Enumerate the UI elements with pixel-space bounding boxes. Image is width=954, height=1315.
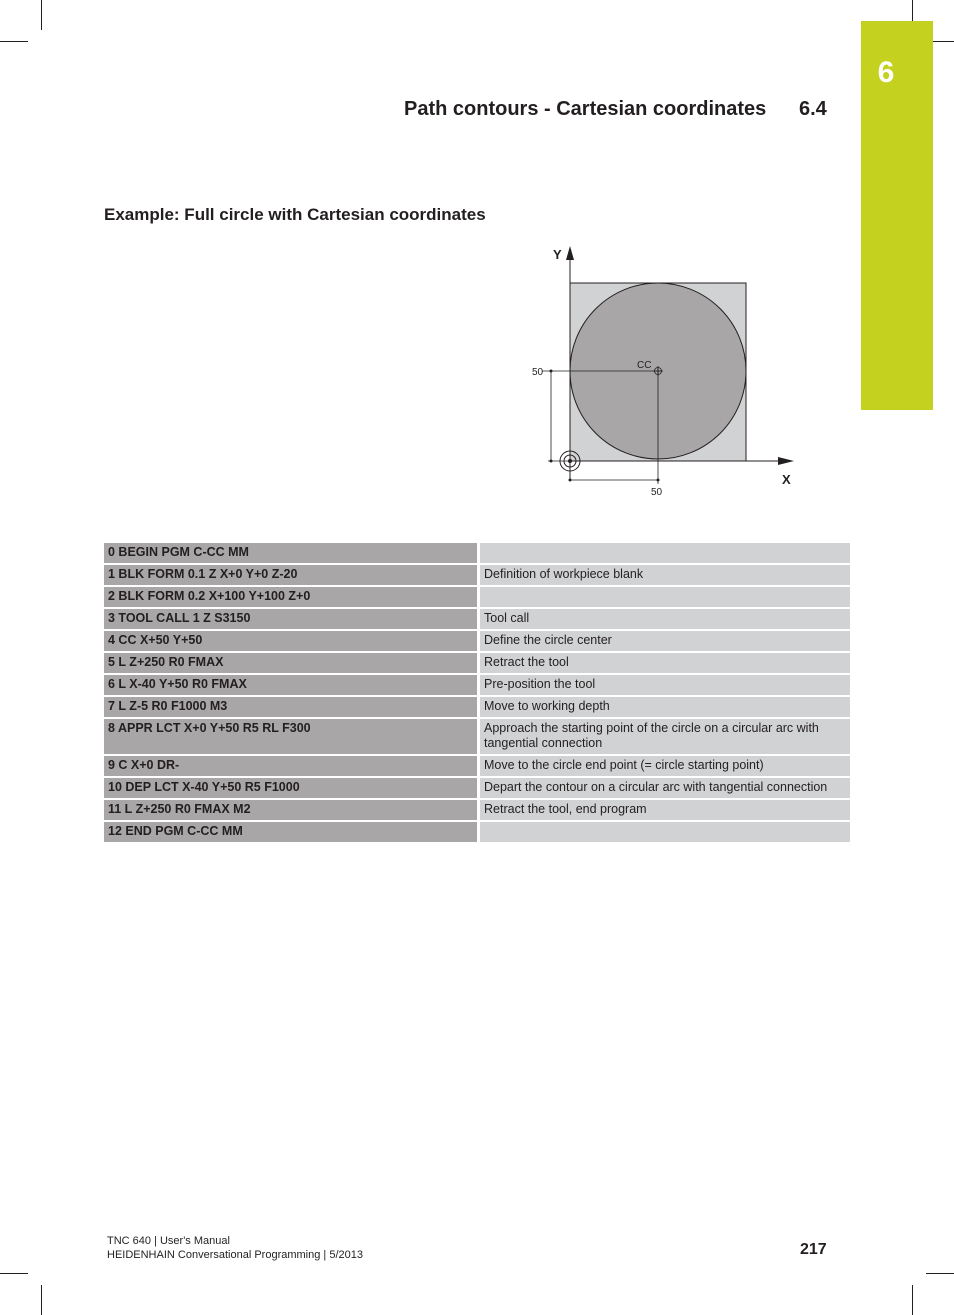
table-row xyxy=(104,586,850,608)
nc-block-description: Define the circle center xyxy=(479,630,851,652)
nc-block-description: Retract the tool xyxy=(479,652,851,674)
nc-block-description xyxy=(479,821,851,843)
chapter-number: 6 xyxy=(877,56,895,89)
nc-block-description: Approach the starting point of the circle on a circular arc with tangential connection xyxy=(479,718,851,755)
nc-block-code: 10 DEP LCT X-40 Y+50 R5 F1000 xyxy=(104,777,479,799)
nc-block-code: 2 BLK FORM 0.2 X+100 Y+100 Z+0 xyxy=(104,586,479,608)
nc-block-description xyxy=(479,586,851,608)
nc-block-code: 5 L Z+250 R0 FMAX xyxy=(104,652,479,674)
nc-block-code: 1 BLK FORM 0.1 Z X+0 Y+0 Z-20 xyxy=(104,564,479,586)
footer-publication: HEIDENHAIN Conversational Programming | 5/2013 xyxy=(107,1249,363,1261)
nc-block-code: 0 BEGIN PGM C-CC MM xyxy=(104,543,479,564)
y-axis-label: Y xyxy=(553,247,562,262)
nc-block-code: 9 C X+0 DR- xyxy=(104,755,479,777)
table-row xyxy=(104,799,850,821)
crop-mark xyxy=(41,0,42,30)
table-row xyxy=(104,674,850,696)
nc-block-code: 6 L X-40 Y+50 R0 FMAX xyxy=(104,674,479,696)
circle-figure xyxy=(520,240,810,505)
table-row xyxy=(104,543,850,564)
nc-block-description: Move to working depth xyxy=(479,696,851,718)
center-label: CC xyxy=(637,360,652,371)
table-row xyxy=(104,696,850,718)
table-row xyxy=(104,564,850,586)
nc-block-description: Depart the contour on a circular arc with tangential connection xyxy=(479,777,851,799)
table-row xyxy=(104,630,850,652)
nc-block-description: Tool call xyxy=(479,608,851,630)
running-header-section: 6.4 xyxy=(799,98,827,120)
nc-block-code: 8 APPR LCT X+0 Y+50 R5 RL F300 xyxy=(104,718,479,755)
section-title: Example: Full circle with Cartesian coordinates xyxy=(104,205,486,224)
crop-mark xyxy=(41,1285,42,1315)
nc-block-description: Retract the tool, end program xyxy=(479,799,851,821)
x-axis-arrow xyxy=(778,457,794,465)
running-header-title: Path contours - Cartesian coordinates xyxy=(404,98,767,120)
crop-mark xyxy=(0,41,28,42)
nc-block-description: Move to the circle end point (= circle starting point) xyxy=(479,755,851,777)
page-number: 217 xyxy=(800,1241,827,1258)
nc-block-code: 3 TOOL CALL 1 Z S3150 xyxy=(104,608,479,630)
table-row xyxy=(104,755,850,777)
table-row xyxy=(104,608,850,630)
table-row xyxy=(104,777,850,799)
nc-block-code: 12 END PGM C-CC MM xyxy=(104,821,479,843)
table-row xyxy=(104,821,850,843)
table-row xyxy=(104,718,850,755)
crop-mark xyxy=(0,1273,28,1274)
x-axis-label: X xyxy=(782,472,791,487)
nc-block-code: 7 L Z-5 R0 F1000 M3 xyxy=(104,696,479,718)
y-axis-arrow xyxy=(566,246,574,260)
nc-block-description: Pre-position the tool xyxy=(479,674,851,696)
crop-mark xyxy=(912,1285,913,1315)
nc-program-table xyxy=(104,543,850,844)
x-dimension-label: 50 xyxy=(651,487,663,498)
y-dimension-label: 50 xyxy=(532,367,544,378)
nc-block-code: 4 CC X+50 Y+50 xyxy=(104,630,479,652)
nc-block-description: Definition of workpiece blank xyxy=(479,564,851,586)
crop-mark xyxy=(926,1273,954,1274)
footer-manual-title: TNC 640 | User's Manual xyxy=(107,1235,230,1247)
table-row xyxy=(104,652,850,674)
nc-block-code: 11 L Z+250 R0 FMAX M2 xyxy=(104,799,479,821)
nc-block-description xyxy=(479,543,851,564)
